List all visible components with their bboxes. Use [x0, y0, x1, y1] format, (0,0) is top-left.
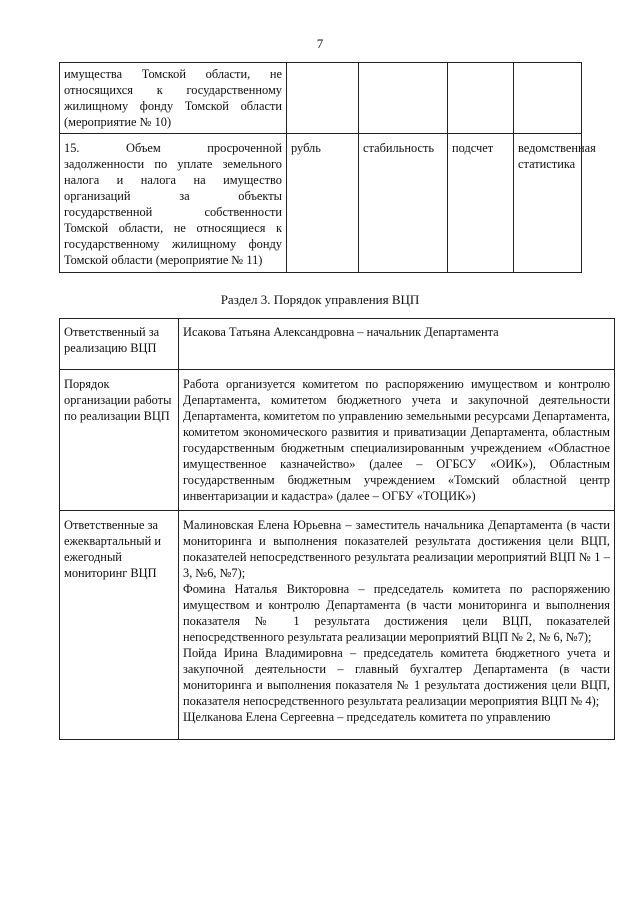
procedure-label: Порядок организации работы по реализации ВЦП	[60, 370, 179, 511]
trend-cell	[359, 63, 448, 134]
unit-cell: рубль	[287, 134, 359, 273]
indicator-name-cell	[60, 63, 287, 134]
text-line: (мероприятие № 10)	[64, 115, 172, 129]
text-line: Томской области (мероприятие № 11)	[64, 253, 263, 267]
table-row	[60, 511, 615, 740]
method-cell	[448, 63, 514, 134]
text-line: 15. Объем просроченной	[64, 141, 282, 155]
responsible-value: Исакова Татьяна Александровна – начальник Департамента	[179, 319, 615, 370]
monitoring-paragraph: Пойда Ирина Владимировна – председатель комитета бюджетного учета и закупочной деятельности – главный бухгалтер Департамента (в части мониторинга и выполнения показателя № 1 результата достижения цели ВЦП, показателя непосредственного результата реализации мероприятия ВЦП № 4);	[183, 646, 610, 708]
text-line: организаций за объекты	[64, 189, 282, 203]
indicators-table	[59, 62, 596, 273]
monitoring-paragraph: Фомина Наталья Викторовна – председатель комитета по распоряжению имуществом и контролю Департамента (в части мониторинга и выполнения показателя № 1 результата достижения цели ВЦП, показателей непосредственного результата реализации мероприятий ВЦП № 2, № 6, №7);	[183, 582, 610, 644]
text-line: Томской области, не относящиеся к	[64, 221, 282, 235]
indicator-name-cell	[60, 134, 287, 273]
text-line: налога и налога на имущество	[64, 173, 282, 187]
source-cell: ведомственная статистика	[514, 134, 582, 273]
unit-cell	[287, 63, 359, 134]
trend-cell: стабильность	[359, 134, 448, 273]
text-line: государственной собственности	[64, 205, 282, 219]
text-line: задолженности по уплате земельного	[64, 157, 282, 171]
text-line: жилищному фонду Томской области	[64, 99, 282, 113]
table-row	[60, 319, 615, 370]
method-cell: подсчет	[448, 134, 514, 273]
management-table	[59, 318, 615, 740]
page-number: 7	[316, 36, 324, 51]
procedure-value: Работа организуется комитетом по распоряжению имуществом и контролю Департамента, комитетом бюджетного учета и закупочной деятельности Департамента, комитетом по управлению земельными ресурсами Департамента, комитетом экономического развития и приватизации Департамента, областным государственным бюджетным специализированным учреждением «Областное имущественное казначейство» (далее – ОГБСУ «ОИК»), Областным государственным бюджетным учреждением «Томский областной центр инвентаризации и кадастра» (далее – ОГБУ «ТОЦИК»)	[179, 370, 615, 511]
source-cell	[514, 63, 582, 134]
monitoring-paragraph: Щелканова Елена Сергеевна – председатель комитета по управлению	[183, 710, 551, 724]
text-line: имущества Томской области, не	[64, 67, 282, 81]
responsible-label: Ответственный за реализацию ВЦП	[60, 319, 179, 370]
section-title: Раздел 3. Порядок управления ВЦП	[220, 292, 420, 307]
text-line: относящихся к государственному	[64, 83, 282, 97]
table-row	[60, 370, 615, 511]
monitoring-paragraph: Малиновская Елена Юрьевна – заместитель начальника Департамента (в части мониторинга и выполнения показателей результата достижения цели ВЦП, показателей непосредственного результата реализации мероприятий ВЦП № 1 – 3, №6, №7);	[183, 518, 610, 580]
monitoring-label: Ответственные за ежеквартальный и ежегодный мониторинг ВЦП	[60, 511, 179, 740]
table-row	[60, 134, 582, 273]
monitoring-value	[179, 511, 615, 740]
text-line: государственному жилищному фонду	[64, 237, 282, 251]
table-row	[60, 63, 582, 134]
